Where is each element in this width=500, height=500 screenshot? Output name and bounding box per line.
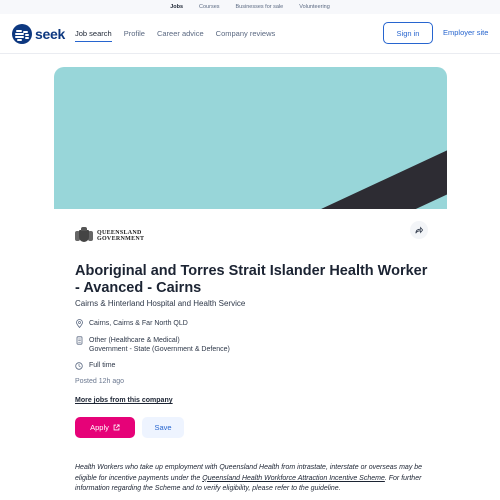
seek-logo[interactable] xyxy=(12,24,65,44)
seek-logo-icon xyxy=(12,24,32,44)
main-nav xyxy=(75,14,275,54)
logo-wordmark: seek xyxy=(35,26,65,42)
utility-link-jobs[interactable]: Jobs xyxy=(170,4,184,10)
clock-icon xyxy=(75,361,83,370)
sign-in-button[interactable]: Sign in xyxy=(383,22,433,44)
more-jobs-link[interactable]: More jobs from this company xyxy=(75,397,173,404)
job-title: Aboriginal and Torres Strait Islander Health Worker - Avanced - Cairns xyxy=(75,263,428,296)
job-description: Health Workers who take up employment with Queensland Health from intrastate, interstate or overseas may be eligible for incentive payments under the Queensland Health Workforce Attraction Incentive Scheme. For further information regarding the Scheme and to verify eligibility, please refer to the guideline. xyxy=(75,464,423,492)
location-text: Cairns, Cairns & Far North QLD xyxy=(89,320,188,327)
nav-job-search[interactable]: Job search xyxy=(75,14,112,54)
company-banner xyxy=(54,67,447,209)
company-logo-text: QUEENSLAND GOVERNMENT xyxy=(97,229,145,242)
incentive-scheme-link[interactable]: Queensland Health Workforce Attraction Incentive Scheme xyxy=(202,474,385,482)
job-details-card xyxy=(54,209,447,500)
classification-text: Other (Healthcare & Medical) Government - State (Government & Defence) xyxy=(89,337,230,353)
save-button[interactable]: Save xyxy=(142,417,184,438)
nav-company-reviews[interactable]: Company reviews xyxy=(215,29,276,38)
job-location xyxy=(75,319,188,328)
apply-label: Apply xyxy=(90,423,109,432)
site-header xyxy=(0,14,500,54)
nav-career-advice[interactable]: Career advice xyxy=(156,29,204,38)
classification-icon xyxy=(75,336,83,345)
utility-link-businesses[interactable]: Businesses for sale xyxy=(235,4,284,10)
work-type-text: Full time xyxy=(89,362,116,369)
utility-link-volunteering[interactable]: Volunteering xyxy=(299,4,330,10)
utility-nav xyxy=(0,0,500,14)
nav-profile[interactable]: Profile xyxy=(123,29,145,38)
posted-time: Posted 12h ago xyxy=(75,378,125,385)
coat-of-arms-icon xyxy=(75,227,93,245)
job-work-type xyxy=(75,361,115,370)
employer-site-link[interactable]: Employer site xyxy=(443,28,489,37)
utility-link-courses[interactable]: Courses xyxy=(199,4,220,10)
external-link-icon xyxy=(113,424,120,431)
share-button[interactable] xyxy=(410,221,428,239)
location-pin-icon xyxy=(75,319,83,328)
share-icon xyxy=(415,226,423,234)
company-logo xyxy=(75,227,144,245)
apply-button[interactable] xyxy=(75,417,135,438)
advertiser-name[interactable]: Cairns & Hinterland Hospital and Health Service xyxy=(75,299,246,308)
job-classification xyxy=(75,336,230,354)
banner-hashtag: #BeHere4Qld xyxy=(327,124,410,173)
